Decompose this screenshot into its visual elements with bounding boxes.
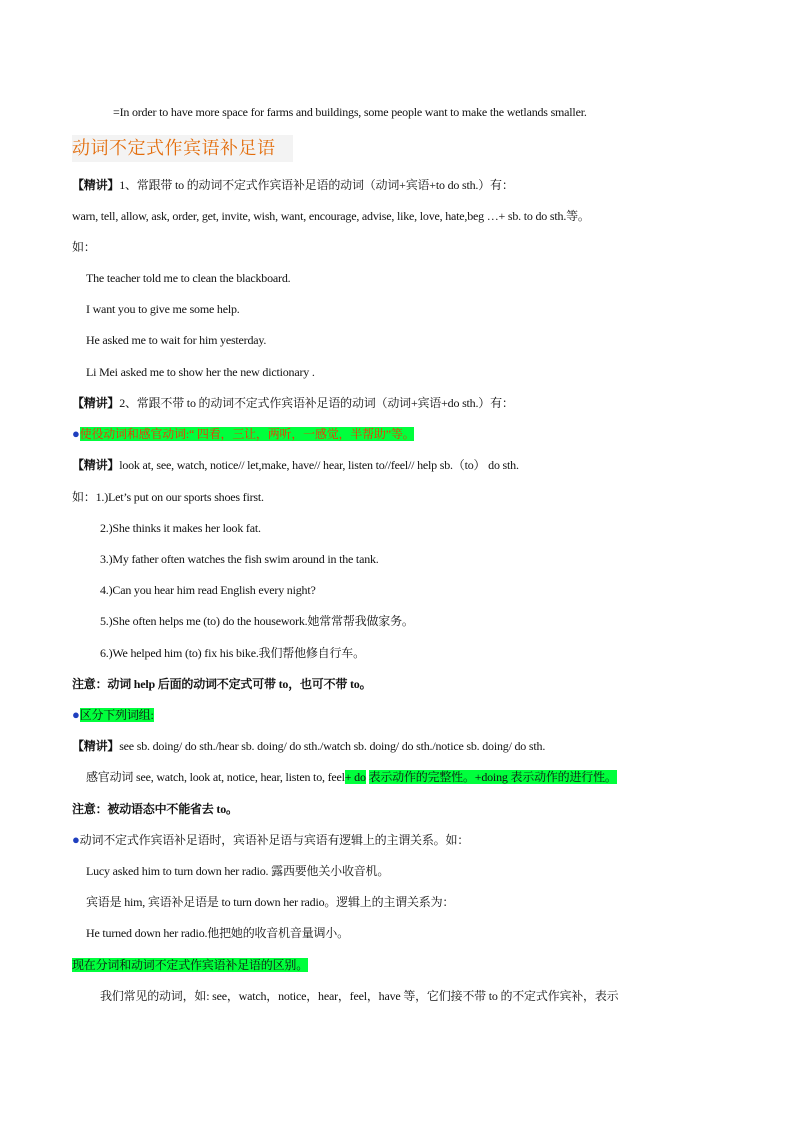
highlighted-text: + do [344, 770, 366, 784]
numbered-example: 3.)My father often watches the fish swim around in the tank. [100, 552, 379, 566]
example-sentence: Lucy asked him to turn down her radio. 露西要他关小收音机。 [86, 864, 390, 878]
paragraph-last-line: 我们常见的动词，如: see，watch，notice，hear，feel，have 等，它们接不带 to 的不定式作宾补，表示 [100, 989, 619, 1003]
rule-doing-text: see sb. doing/ do sth./hear sb. doing/ do sth./watch sb. doing/ do sth./notice sb. doing/ do sth. [119, 739, 546, 753]
jingjiang-tag: 【精讲】 [72, 739, 120, 753]
example-sentence: Li Mei asked me to show her the new dictionary . [86, 365, 315, 379]
jingjiang-tag: 【精讲】 [72, 396, 120, 410]
note-help: 注意：动词 help 后面的动词不定式可带 to，也可不带 to。 [72, 677, 372, 691]
example-label: 如： [72, 240, 96, 254]
highlight-line-difference [72, 957, 308, 973]
numbered-example: 如：1.)Let’s put on our sports shoes first. [72, 490, 264, 504]
bullet-icon: ● [72, 832, 80, 847]
sense-verbs-line [86, 769, 617, 785]
jingjiang-tag: 【精讲】 [72, 458, 120, 472]
highlighted-text: 使役动词和感官动词:“ 四看，三让，两听，一感觉，半帮助”等。 [79, 427, 415, 441]
highlighted-text: 表示动作的完整性。+doing 表示动作的进行性。 [368, 770, 617, 784]
rule-doing-line [72, 738, 545, 754]
bullet-icon: ● [72, 707, 80, 722]
bullet-icon: ● [72, 426, 80, 441]
highlight-line-causative [72, 426, 414, 442]
numbered-example: 2.)She thinks it makes her look fat. [100, 521, 261, 535]
rule-1-line [72, 177, 514, 193]
example-sentence: The teacher told me to clean the blackboard. [86, 271, 291, 285]
numbered-example: 4.)Can you hear him read English every night? [100, 583, 316, 597]
highlight-line-distinguish [72, 707, 154, 723]
sense-verbs-text: 感官动词 see, watch, look at, notice, hear, listen to, feel [86, 770, 345, 784]
rule-2-text: 2、常跟不带 to 的动词不定式作宾语补足语的动词（动词+宾语+do sth.）有： [119, 396, 514, 410]
rule-1-text: 1、常跟带 to 的动词不定式作宾语补足语的动词（动词+宾语+to do sth.）有： [119, 178, 514, 192]
bullet-text: 动词不定式作宾语补足语时，宾语补足语与宾语有逻辑上的主谓关系。如： [79, 833, 470, 847]
section-heading: 动词不定式作宾语补足语 [72, 135, 293, 162]
verb-list-line: warn, tell, allow, ask, order, get, invite, wish, want, encourage, advise, like, love, hate,beg …+ sb. to do sth.等。 [72, 209, 590, 223]
highlighted-text: 现在分词和动词不定式作宾语补足语的区别。 [72, 958, 309, 972]
explanation-line: 宾语是 him, 宾语补足语是 to turn down her radio。逻辑上的主谓关系为： [86, 895, 455, 909]
highlighted-text: 区分下列词组: [79, 708, 154, 722]
paragraph-equivalent-sentence: =In order to have more space for farms and buildings, some people want to make the wetlands smaller. [113, 105, 587, 119]
rule-verbs-text: look at, see, watch, notice// let,make, have// hear, listen to//feel// help sb.（to） do sth. [119, 458, 519, 472]
rule-verbs-line [72, 457, 519, 473]
numbered-example: 6.)We helped him (to) fix his bike.我们帮他修自行车。 [100, 646, 365, 660]
example-sentence: I want you to give me some help. [86, 302, 240, 316]
numbered-example: 5.)She often helps me (to) do the housework.她常常帮我做家务。 [100, 614, 414, 628]
bullet-line-logic [72, 832, 469, 848]
jingjiang-tag: 【精讲】 [72, 178, 120, 192]
rule-2-line [72, 395, 514, 411]
note-passive: 注意：被动语态中不能省去 to。 [72, 802, 238, 816]
example-sentence: He turned down her radio.他把她的收音机音量调小。 [86, 926, 349, 940]
example-sentence: He asked me to wait for him yesterday. [86, 333, 267, 347]
